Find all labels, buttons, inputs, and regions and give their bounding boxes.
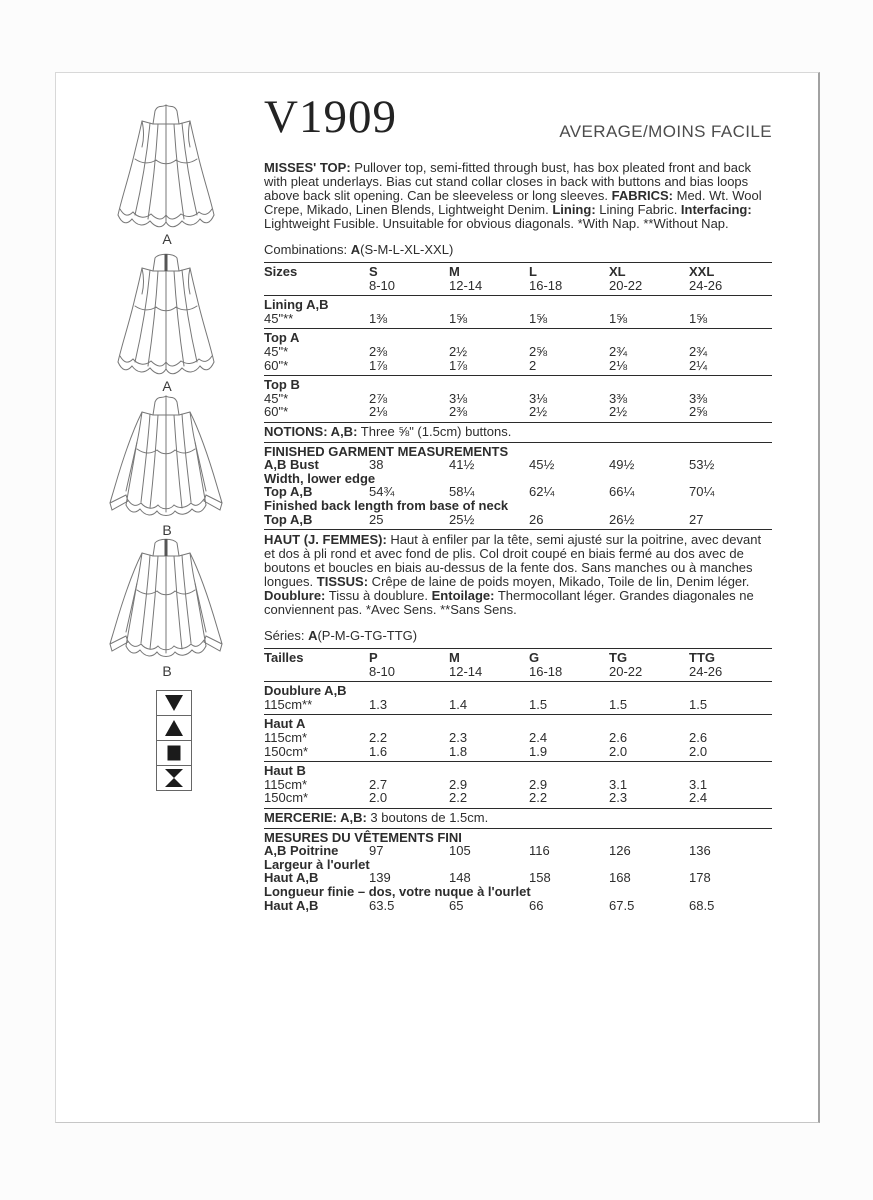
column-header: TG <box>609 650 628 666</box>
yardage-cell: 2.2 <box>369 730 388 746</box>
yardage-cell: 2½ <box>529 404 548 420</box>
nap-square-icon <box>156 741 192 766</box>
yardage-cell: 3.1 <box>689 776 708 792</box>
size-range: 16-18 <box>529 663 563 679</box>
mercerie-section <box>264 808 772 828</box>
size-range: 12-14 <box>449 663 483 679</box>
table-header-row <box>264 265 772 279</box>
yardage-cell: 1⅞ <box>369 357 388 373</box>
pattern-envelope-back <box>55 72 820 1123</box>
fabric-width-label: 150cm* <box>264 790 309 806</box>
notions-section <box>264 422 772 442</box>
top-a-section <box>264 328 772 375</box>
yardage-cell: 2⅝ <box>689 404 708 420</box>
yardage-cell: 2.0 <box>689 743 708 759</box>
yardage-cell: 1⅝ <box>609 310 628 326</box>
measurement-subheading: Finished back length from base of neck <box>264 497 509 513</box>
yardage-cell: 3⅛ <box>449 390 468 406</box>
measurement-label: Haut A,B <box>264 897 319 913</box>
yardage-cell: 1.6 <box>369 743 388 759</box>
yardage-cell: 1.3 <box>369 696 388 712</box>
yardage-cell: 2.7 <box>369 776 388 792</box>
garment-b-back-drawing <box>91 529 243 662</box>
yardage-cell: 2.9 <box>449 776 468 792</box>
section-title: Lining A,B <box>264 297 329 313</box>
back-button-placket <box>165 539 168 556</box>
yardage-cell: 2¾ <box>609 343 628 359</box>
measurement-cell: 54¾ <box>369 484 395 500</box>
yardage-row <box>264 312 772 326</box>
measurement-cell: 168 <box>609 870 631 886</box>
yardage-row <box>264 405 772 419</box>
yardage-cell: 1⅝ <box>689 310 708 326</box>
size-yardage-table-en <box>264 262 772 530</box>
description-french: HAUT (J. FEMMES): Haut à enfiler par la tête, semi ajusté sur la poitrine, avec devant et dos à pli rond et avec fond de plis. Col droit coupé en biais fermé au dos avec de boutons et boucles en biais au-dessus de la fente dos. Sans manches ou à manches longues. TISSUS: Crêpe de laine de poids moyen, Mikado, Toile de lin, Denim léger. Doublure: Tissu à doublure. Entoilage: Thermocollant léger. Grandes diagonales ne conviennent pas. *Avec Sens. **Sans Sens. <box>264 532 762 618</box>
yardage-row <box>264 745 772 759</box>
yardage-cell: 1.5 <box>689 696 708 712</box>
fabric-width-label: 45"** <box>264 310 294 326</box>
table-header-section <box>264 262 772 295</box>
size-range: 8-10 <box>369 663 396 679</box>
measurement-cell: 62¼ <box>529 484 555 500</box>
measurement-cell: 97 <box>369 843 384 859</box>
measurement-cell: 68.5 <box>689 897 715 913</box>
description-english: MISSES' TOP: Pullover top, semi-fitted through bust, has box pleated front and back with pleat underlays. Bias cut stand collar closes in back with buttons and bias loops above back slit opening. Can be sleeveless or long sleeves. FABRICS: Med. Wt. Wool Crepe, Mikado, Linen Blends, Lightweight Denim. Lining: Lining Fabric. Interfacing: Lightweight Fusible. Unsuitable for obvious diagonals. *With Nap. **Without Nap. <box>264 160 762 231</box>
measurement-cell: 25 <box>369 511 384 527</box>
yardage-cell: 2⅛ <box>369 404 388 420</box>
yardage-cell: 2½ <box>449 343 468 359</box>
yardage-row <box>264 392 772 406</box>
measurement-label: A,B Bust <box>264 457 319 473</box>
yardage-cell: 2.6 <box>609 730 628 746</box>
measurement-cell: 67.5 <box>609 897 635 913</box>
yardage-row <box>264 778 772 792</box>
section-heading: FINISHED GARMENT MEASUREMENTS <box>264 443 509 459</box>
yardage-cell: 1⅝ <box>449 310 468 326</box>
nap-triangle-up-icon <box>156 716 192 741</box>
measurement-subheading: Longueur finie – dos, votre nuque à l'ourlet <box>264 884 531 899</box>
top-b-section <box>264 375 772 422</box>
section-title: Top B <box>264 377 300 393</box>
section-title: Top A <box>264 330 300 346</box>
table-header-row <box>264 651 772 665</box>
lining-section <box>264 295 772 328</box>
measurement-cell: 26½ <box>609 511 635 527</box>
fabric-width-label: 115cm* <box>264 776 308 792</box>
garment-view-b-front <box>91 388 243 538</box>
garment-a-back-drawing <box>106 244 228 377</box>
yardage-cell: 2½ <box>609 404 628 420</box>
size-range: 16-18 <box>529 277 563 293</box>
fabric-width-label: 60"* <box>264 357 289 373</box>
fabric-width-label: 115cm** <box>264 696 313 712</box>
yardage-cell: 2.4 <box>529 730 548 746</box>
pattern-number: V1909 <box>264 91 397 143</box>
nap-triangle-down-icon <box>156 690 192 716</box>
yardage-cell: 3.1 <box>609 776 628 792</box>
measurement-row <box>264 485 772 499</box>
measurement-cell: 26 <box>529 511 544 527</box>
section-title: Haut B <box>264 763 306 779</box>
measurement-cell: 139 <box>369 870 391 886</box>
notions-line: NOTIONS: A,B: Three ⅝" (1.5cm) buttons. <box>264 423 512 439</box>
column-header: TTG <box>689 650 715 666</box>
column-header: G <box>529 650 540 666</box>
size-range: 8-10 <box>369 277 396 293</box>
yardage-cell: 2⅞ <box>369 390 388 406</box>
measurement-cell: 66¼ <box>609 484 635 500</box>
description-lead-fr: HAUT (J. FEMMES): <box>264 532 387 548</box>
measurement-cell: 49½ <box>609 457 635 473</box>
table-subheader-row <box>264 279 772 293</box>
measurement-row <box>264 458 772 472</box>
spacer <box>264 665 369 679</box>
measurement-cell: 65 <box>449 897 464 913</box>
section-heading: MESURES DU VÊTEMENTS FINI <box>264 829 462 845</box>
measurement-subheading: Largeur à l'ourlet <box>264 856 370 872</box>
combinations-line: Combinations: A(S-M-L-XL-XXL) <box>264 242 454 257</box>
view-label: A <box>162 378 172 394</box>
fabric-width-label: 150cm* <box>264 743 309 759</box>
yardage-row <box>264 731 772 745</box>
column-header: Sizes <box>264 264 298 279</box>
yardage-cell: 2⅜ <box>449 404 468 420</box>
view-label: B <box>162 522 172 538</box>
haut-b-section <box>264 761 772 808</box>
yardage-cell: 1.5 <box>529 696 548 712</box>
size-yardage-table-fr <box>264 648 772 915</box>
size-range: 12-14 <box>449 277 483 293</box>
size-range: 20-22 <box>609 277 643 293</box>
main-column <box>264 93 772 915</box>
yardage-cell: 2.2 <box>529 790 548 806</box>
measurement-cell: 45½ <box>529 457 555 473</box>
column-header: Tailles <box>264 650 304 666</box>
garment-b-front-drawing <box>91 388 243 521</box>
measurement-label: Top A,B <box>264 484 313 500</box>
description-lead: MISSES' TOP: <box>264 160 351 175</box>
column-header: M <box>449 264 460 279</box>
measurement-subheading: Width, lower edge <box>264 470 376 486</box>
measurement-label: A,B Poitrine <box>264 843 339 859</box>
fabric-width-label: 45"* <box>264 390 289 406</box>
view-label: B <box>162 663 172 679</box>
finished-measurements-fr <box>264 828 772 916</box>
yardage-cell: 1⅞ <box>449 357 468 373</box>
garment-view-a-front <box>106 97 228 247</box>
measurement-cell: 126 <box>609 843 631 859</box>
measurement-cell: 148 <box>449 870 471 886</box>
size-range: 24-26 <box>689 277 723 293</box>
fabric-width-label: 60"* <box>264 404 289 420</box>
fabric-width-label: 115cm* <box>264 730 308 746</box>
yardage-cell: 1.5 <box>609 696 628 712</box>
yardage-cell: 3⅜ <box>689 390 708 406</box>
haut-a-section <box>264 714 772 761</box>
garment-view-b-back <box>91 529 243 679</box>
yardage-cell: 2.3 <box>449 730 468 746</box>
series-line: Séries: A(P-M-G-TG-TTG) <box>264 628 418 644</box>
section-title: Haut A <box>264 716 306 732</box>
mercerie-line: MERCERIE: A,B: 3 boutons de 1.5cm. <box>264 810 489 826</box>
yardage-cell: 2.4 <box>689 790 708 806</box>
yardage-cell: 2⅜ <box>369 343 388 359</box>
table-subheader-row <box>264 665 772 679</box>
measurement-cell: 41½ <box>449 457 475 473</box>
measurement-row <box>264 513 772 527</box>
yardage-row <box>264 698 772 712</box>
column-header: XL <box>609 264 626 279</box>
measurement-cell: 116 <box>529 843 550 859</box>
measurement-cell: 27 <box>689 511 704 527</box>
measurement-row <box>264 899 772 913</box>
size-range: 20-22 <box>609 663 643 679</box>
yardage-cell: 3⅛ <box>529 390 548 406</box>
measurement-cell: 58¼ <box>449 484 475 500</box>
yardage-cell: 2¼ <box>689 357 708 373</box>
measurement-cell: 136 <box>689 843 711 859</box>
yardage-cell: 1.4 <box>449 696 468 712</box>
yardage-cell: 2.3 <box>609 790 628 806</box>
yardage-cell: 1.9 <box>529 743 548 759</box>
yardage-cell: 2.0 <box>609 743 628 759</box>
yardage-row <box>264 359 772 373</box>
view-label: A <box>162 231 172 247</box>
table-header-section <box>264 648 772 681</box>
yardage-cell: 2⅝ <box>529 343 548 359</box>
section-title: Doublure A,B <box>264 683 347 699</box>
yardage-cell: 2.9 <box>529 776 548 792</box>
measurement-cell: 70¼ <box>689 484 715 500</box>
measurement-cell: 63.5 <box>369 897 395 913</box>
yardage-cell: 2¾ <box>689 343 708 359</box>
size-range: 24-26 <box>689 663 723 679</box>
yardage-cell: 2.6 <box>689 730 708 746</box>
yardage-cell: 1⅜ <box>369 310 388 326</box>
column-header: S <box>369 264 378 279</box>
title-row <box>264 93 772 145</box>
doublure-section <box>264 681 772 714</box>
column-header: XXL <box>689 264 715 279</box>
column-header: P <box>369 650 378 666</box>
fabric-width-label: 45"* <box>264 343 289 359</box>
measurement-cell: 25½ <box>449 511 475 527</box>
difficulty-rating: AVERAGE/MOINS FACILE <box>559 122 772 141</box>
back-button-placket <box>165 254 168 271</box>
column-header: M <box>449 650 460 666</box>
yardage-cell: 2⅛ <box>609 357 628 373</box>
measurement-row <box>264 871 772 885</box>
measurement-cell: 38 <box>369 457 384 473</box>
measurement-label: Haut A,B <box>264 870 319 886</box>
column-header: L <box>529 264 537 279</box>
measurement-cell: 158 <box>529 870 551 886</box>
nap-hourglass-icon <box>156 766 192 791</box>
garment-a-front-drawing <box>106 97 228 230</box>
yardage-cell: 2.0 <box>369 790 388 806</box>
measurement-cell: 66 <box>529 897 544 913</box>
finished-measurements-en <box>264 442 772 531</box>
yardage-cell: 1⅝ <box>529 310 548 326</box>
yardage-cell: 2.2 <box>449 790 468 806</box>
measurement-cell: 178 <box>689 870 711 886</box>
yardage-row <box>264 345 772 359</box>
measurement-cell: 53½ <box>689 457 715 473</box>
yardage-cell: 1.8 <box>449 743 468 759</box>
measurement-cell: 105 <box>449 843 471 859</box>
yardage-cell: 3⅜ <box>609 390 628 406</box>
yardage-row <box>264 791 772 805</box>
measurement-row <box>264 844 772 858</box>
cutting-layout-symbols <box>156 690 192 791</box>
garment-view-a-back <box>106 244 228 394</box>
measurement-label: Top A,B <box>264 511 313 527</box>
yardage-cell: 2 <box>529 357 537 373</box>
spacer <box>264 279 369 293</box>
